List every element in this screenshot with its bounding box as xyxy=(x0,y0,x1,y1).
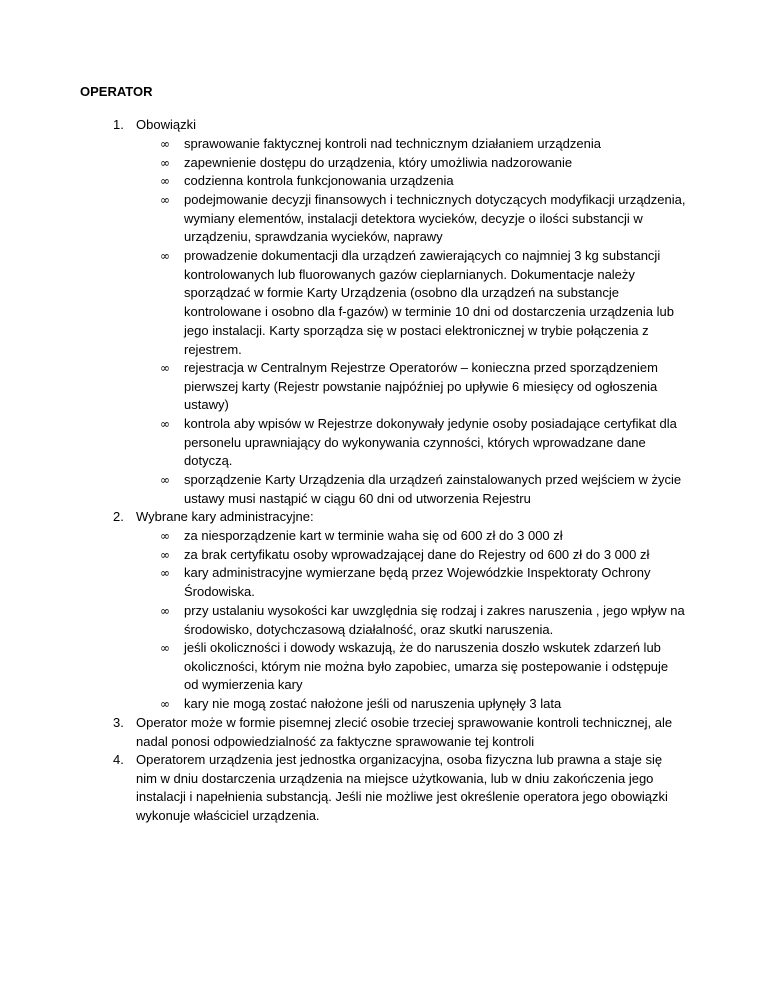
bullet-text: kontrola aby wpisów w Rejestrze dokonywały jedynie osoby posiadające certyfikat dla personelu uprawniający do wykonywania czynności, których wprowadzane dane dotyczą. xyxy=(184,416,677,469)
list-item-text: Operator może w formie pisemnej zlecić osobie trzeciej sprawowanie kontroli technicznej, ale nadal ponosi odpowiedzialność za faktyczne sprawowanie tej kontroli xyxy=(136,715,673,749)
bullet-text: zapewnienie dostępu do urządzenia, który umożliwia nadzorowanie xyxy=(184,155,573,170)
bullet-text: prowadzenie dokumentacji dla urządzeń zawierających co najmniej 3 kg substancji kontrolowanych lub fluorowanych gazów cieplarnianych. Dokumentacje należy sporządzać w formie Karty Urządzenia (osobno dla urządzeń na substancje kontrolowane i osobno dla f-gazów) w terminie 10 dni od dostarczenia urządzenia lub jego instalacji. Karty sporządza się w postaci elektronicznej w trybie połączenia z rejestrem. xyxy=(184,248,674,357)
list-item-number: 3. xyxy=(113,715,124,730)
bullet-text: kary nie mogą zostać nałożone jeśli od naruszenia upłynęły 3 lata xyxy=(184,696,562,711)
list-item-number: 4. xyxy=(113,752,124,767)
bullet-icon: ∞ xyxy=(160,641,170,655)
bullet-icon: ∞ xyxy=(160,361,170,375)
bullet-icon: ∞ xyxy=(160,417,170,431)
bullet-icon: ∞ xyxy=(160,137,170,151)
list-item-number: 2. xyxy=(113,509,124,524)
bullet-icon: ∞ xyxy=(160,697,170,711)
bullet-text: sporządzenie Karty Urządzenia dla urządzeń zainstalowanych przed wejściem w życie ustawy musi nastąpić w ciągu 60 dni od utworzenia Rejestru xyxy=(184,472,682,506)
bullet-icon: ∞ xyxy=(160,156,170,170)
bullet-text: przy ustalaniu wysokości kar uwzględnia się rodzaj i zakres naruszenia , jego wpływ na środowisko, dotychczasową działalność, oraz skutki naruszenia. xyxy=(184,603,685,637)
bullet-icon: ∞ xyxy=(160,193,170,207)
bullet-icon: ∞ xyxy=(160,174,170,188)
bullet-icon: ∞ xyxy=(160,473,170,487)
bullet-icon: ∞ xyxy=(160,604,170,618)
list-item-text: Operatorem urządzenia jest jednostka organizacyjna, osoba fizyczna lub prawna a staje się nim w dniu dostarczenia urządzenia na miejsce użytkowania, lub w dniu zakończenia jego instalacji i napełnienia substancją. Jeśli nie możliwe jest określenie operatora jego obowiązki wykonuje właściciel urządzenia. xyxy=(136,752,668,824)
bullet-text: za niesporządzenie kart w terminie waha się od 600 zł do 3 000 zł xyxy=(184,528,563,543)
bullet-text: za brak certyfikatu osoby wprowadzającej dane do Rejestry od 600 zł do 3 000 zł xyxy=(184,547,650,562)
document-heading: OPERATOR xyxy=(80,84,153,99)
bullet-text: codzienna kontrola funkcjonowania urządzenia xyxy=(184,173,454,188)
list-item-text: Obowiązki xyxy=(136,117,196,132)
bullet-icon: ∞ xyxy=(160,529,170,543)
bullet-text: rejestracja w Centralnym Rejestrze Operatorów – konieczna przed sporządzeniem pierwszej karty (Rejestr powstanie najpóźniej po upływie 6 miesięcy od ogłoszenia ustawy) xyxy=(184,360,658,413)
bullet-text: sprawowanie faktycznej kontroli nad technicznym działaniem urządzenia xyxy=(184,136,601,151)
bullet-text: podejmowanie decyzji finansowych i technicznych dotyczących modyfikacji urządzenia, wymiany elementów, instalacji detektora wycieków, decyzje o ilości substancji w urządzeniu, sprawdzania wycieków, naprawy xyxy=(184,192,686,245)
bullet-text: kary administracyjne wymierzane będą przez Wojewódzkie Inspektoraty Ochrony Środowiska. xyxy=(184,565,651,599)
bullet-icon: ∞ xyxy=(160,566,170,580)
list-item-text: Wybrane kary administracyjne: xyxy=(136,509,314,524)
list-item-number: 1. xyxy=(113,117,124,132)
bullet-icon: ∞ xyxy=(160,249,170,263)
bullet-icon: ∞ xyxy=(160,548,170,562)
bullet-text: jeśli okoliczności i dowody wskazują, że do naruszenia doszło wskutek zdarzeń lub okoliczności, którym nie można było zapobiec, umarza się postepowanie i odstępuje od wymierzenia kary xyxy=(184,640,669,693)
